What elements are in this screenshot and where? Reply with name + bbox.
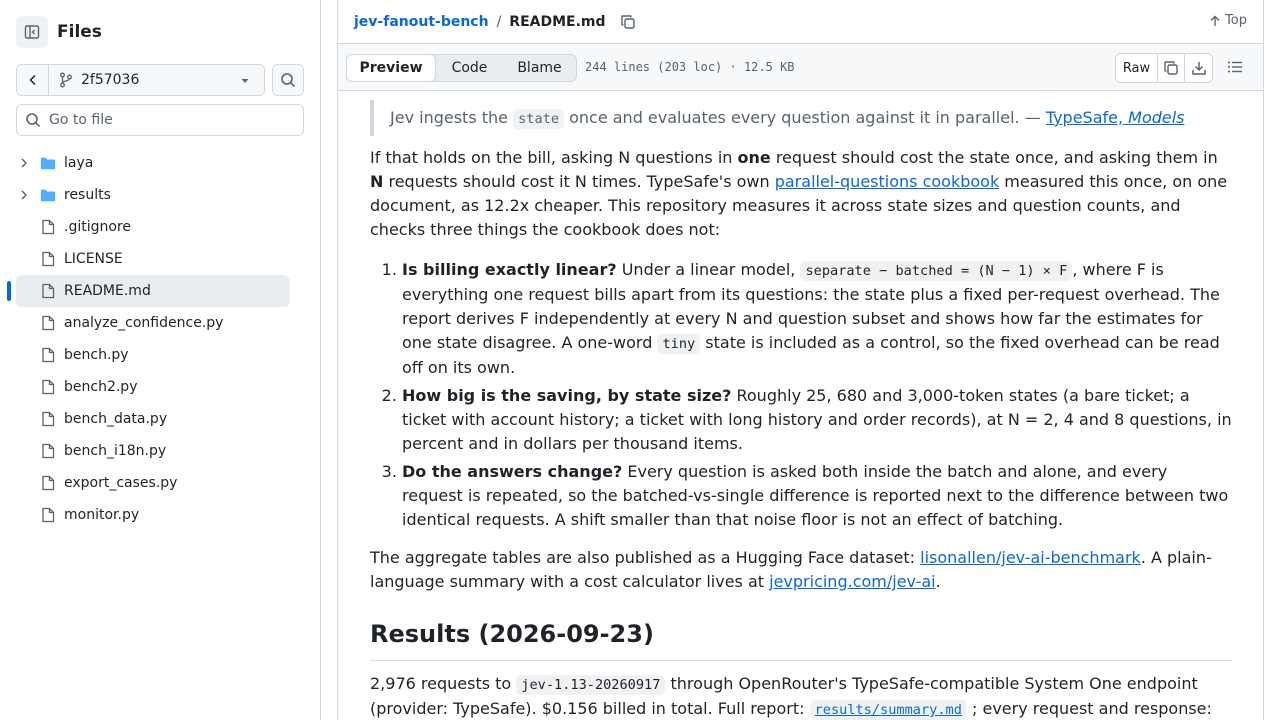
list-item: 3. Do the answers change? Every question is asked both inside the batch and alone, and every request is repeated, so the batched-vs-single difference is reported next to the difference between two identical requests. A shift smaller than that noise floor is not an effect of batching. <box>402 460 1232 532</box>
folder-icon <box>40 187 56 203</box>
tree-item-label: export_cases.py <box>64 475 178 491</box>
chevron-right-icon[interactable] <box>16 189 32 201</box>
top-label: Top <box>1225 13 1247 28</box>
results-paragraph: 2,976 requests to jev-1.13-20260917 through OpenRouter's TypeSafe-compatible System One endpoint (provider: TypeSafe). $0.156 billed in total. Full report: results/summary.md ; every request and response: <box>370 674 1212 718</box>
tree-item-label: .gitignore <box>64 219 131 235</box>
search-files-button[interactable] <box>272 64 304 96</box>
cookbook-link[interactable]: parallel-questions cookbook <box>774 172 1000 191</box>
breadcrumb <box>338 0 1263 44</box>
branch-picker <box>16 64 265 96</box>
quote-text: Jev ingests the <box>390 107 514 127</box>
intro-paragraph: If that holds on the bill, asking N questions in one request should cost the state once, and asking them in N requests should cost it N times. TypeSafe's own parallel-questions cookbook measured this once, on one document, as 12.2x cheaper. This repository measures it across state sizes and question counts, and checks three things the cookbook does not: <box>370 148 1228 239</box>
file-info: 244 lines (203 loc) · 12.5 KB <box>585 60 795 74</box>
go-to-file-input[interactable] <box>49 112 289 128</box>
file-icon <box>40 475 56 491</box>
tree-file-gitignore[interactable] <box>16 211 290 243</box>
breadcrumb-separator: / <box>496 13 502 30</box>
tree-item-label: bench_i18n.py <box>64 443 167 459</box>
inline-code: state <box>513 109 564 129</box>
dataset-paragraph: The aggregate tables are also published as a Hugging Face dataset: lisonallen/jev-ai-benchmark. A plain-language summary with a cost calculator lives at jevpricing.com/jev-ai. <box>370 548 1212 591</box>
outline-button[interactable] <box>1227 59 1243 79</box>
inline-code: separate − batched = (N − 1) × F <box>800 261 1072 281</box>
tree-item-label: bench_data.py <box>64 411 168 427</box>
tree-file-readme[interactable] <box>16 275 290 307</box>
chevron-left-icon <box>25 72 41 88</box>
file-sidebar <box>0 0 321 720</box>
file-toolbar <box>338 44 1263 91</box>
inline-code: tiny <box>657 334 700 354</box>
breadcrumb-repo-link[interactable]: jev-fanout-bench <box>354 13 489 30</box>
raw-button[interactable]: Raw <box>1116 54 1158 82</box>
file-icon <box>40 443 56 459</box>
blockquote <box>370 100 1232 136</box>
tree-file-analyze-confidence[interactable] <box>16 307 290 339</box>
file-icon <box>40 251 56 267</box>
dataset-link[interactable]: lisonallen/jev-ai-benchmark <box>920 548 1141 567</box>
back-button[interactable] <box>17 65 49 95</box>
file-tree <box>16 147 290 531</box>
tree-item-label: LICENSE <box>64 251 123 267</box>
tree-file-bench[interactable] <box>16 339 290 371</box>
sidebar-title: Files <box>57 22 102 42</box>
tree-file-license[interactable] <box>16 243 290 275</box>
list-item: 1. Is billing exactly linear? Under a linear model, separate − batched = (N − 1) × F , where F is everything one request bills apart from its questions: the state plus a fixed per-request overhead. The report derives F independently at every N and question subset and shows how far the estimates for one state disagree. A one-word tiny state is included as a control, so the fixed overhead can be read off on its own. <box>402 258 1232 380</box>
summary-link[interactable]: results/summary.md <box>810 699 967 718</box>
file-icon <box>40 283 56 299</box>
tab-preview[interactable]: Preview <box>346 54 436 82</box>
file-icon <box>40 379 56 395</box>
tree-folder-laya[interactable] <box>16 147 290 179</box>
file-icon <box>40 411 56 427</box>
folder-icon <box>40 155 56 171</box>
tree-item-label: README.md <box>64 283 151 299</box>
results-heading: Results (2026-09-23) <box>370 616 1232 661</box>
tab-blame[interactable]: Blame <box>517 60 562 76</box>
tree-item-label: results <box>64 187 111 203</box>
selection-indicator <box>7 281 11 301</box>
copy-path-button[interactable] <box>620 14 636 30</box>
quote-text: once and evaluates every question against it in parallel. — <box>564 107 1046 127</box>
copy-icon <box>620 14 636 30</box>
inline-code: jev-1.13-20260917 <box>516 675 665 695</box>
tree-item-label: bench.py <box>64 347 129 363</box>
git-branch-icon <box>59 72 73 88</box>
top-button[interactable] <box>1209 13 1247 28</box>
questions-list <box>370 258 1232 536</box>
branch-row <box>16 64 304 96</box>
tree-file-bench-i18n[interactable] <box>16 435 290 467</box>
search-icon <box>25 112 41 128</box>
collapse-sidebar-button[interactable] <box>16 16 48 48</box>
download-icon <box>1191 60 1207 76</box>
file-icon <box>40 347 56 363</box>
copy-icon <box>1163 60 1179 76</box>
quote-source-link[interactable]: TypeSafe, Models <box>1045 107 1185 127</box>
copy-raw-button[interactable] <box>1158 54 1185 82</box>
arrow-up-icon <box>1209 15 1221 27</box>
tree-item-label: analyze_confidence.py <box>64 315 224 331</box>
breadcrumb-file: README.md <box>509 13 606 30</box>
tab-code[interactable]: Code <box>451 60 488 76</box>
list-item: 2. How big is the saving, by state size? Roughly 25, 680 and 3,000-token states (a bare ticket; a ticket with account history; a ticket with long history and order records), at N = 2, 4 and 8 questions, in percent and in dollars per thousand items. <box>402 384 1232 456</box>
tree-item-label: monitor.py <box>64 507 140 523</box>
branch-select[interactable] <box>49 65 264 95</box>
tree-item-label: laya <box>64 155 94 171</box>
pricing-link[interactable]: jevpricing.com/jev-ai <box>769 572 936 591</box>
list-unordered-icon <box>1227 59 1243 75</box>
tree-file-bench-data[interactable] <box>16 403 290 435</box>
sidebar-collapse-icon <box>24 24 40 40</box>
file-actions <box>1115 53 1213 83</box>
tree-item-label: bench2.py <box>64 379 138 395</box>
tree-file-export-cases[interactable] <box>16 467 290 499</box>
download-button[interactable] <box>1185 54 1212 82</box>
file-icon <box>40 507 56 523</box>
file-view <box>337 0 1264 720</box>
sidebar-header <box>16 16 102 48</box>
branch-name: 2f57036 <box>81 72 140 88</box>
go-to-file-box <box>16 104 304 136</box>
file-icon <box>40 315 56 331</box>
chevron-right-icon[interactable] <box>16 157 32 169</box>
search-icon <box>280 72 296 88</box>
tree-folder-results[interactable] <box>16 179 290 211</box>
tree-file-monitor[interactable] <box>16 499 290 531</box>
view-mode-tabs <box>346 54 577 82</box>
tree-file-bench2[interactable] <box>16 371 290 403</box>
caret-down-icon <box>240 76 250 86</box>
file-icon <box>40 219 56 235</box>
